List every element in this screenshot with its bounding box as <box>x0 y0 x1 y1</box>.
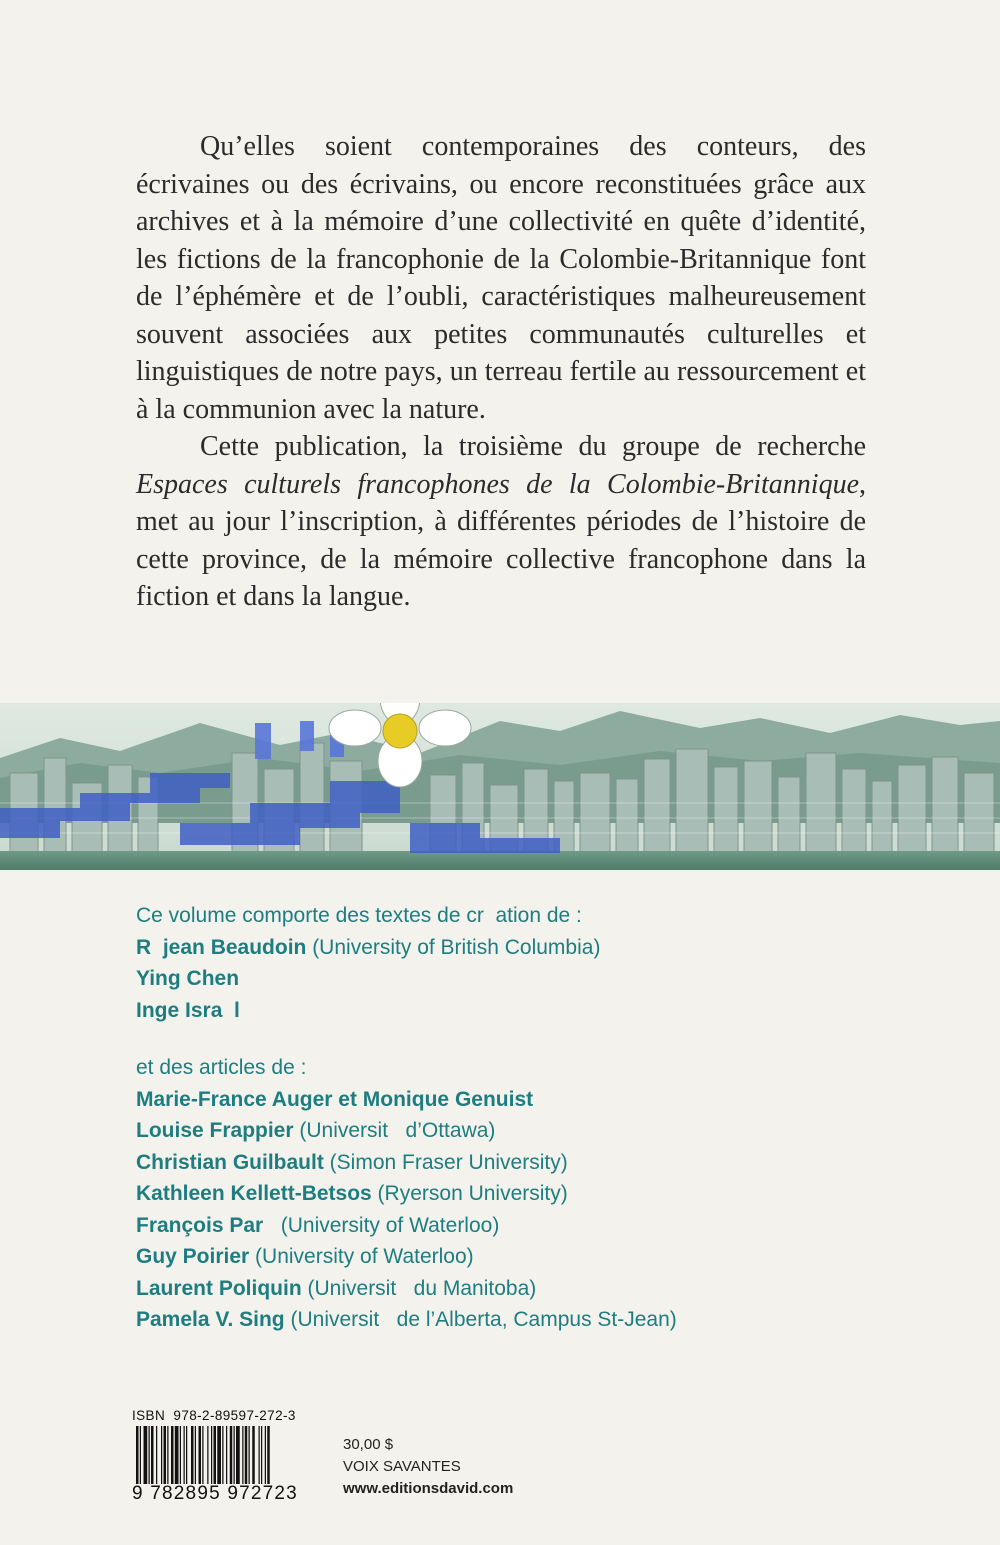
barcode-bar <box>149 1426 150 1484</box>
barcode-bar <box>261 1426 262 1484</box>
barcode-bar <box>191 1426 194 1484</box>
barcode-bar <box>180 1426 181 1484</box>
creation-author: Inge Isra l <box>136 998 240 1022</box>
barcode-bar <box>217 1426 221 1484</box>
barcode-bar <box>222 1426 223 1484</box>
barcode-bar <box>236 1426 240 1484</box>
barcode-bar <box>234 1426 235 1484</box>
barcode-bar <box>151 1426 154 1484</box>
barcode-bar <box>202 1426 203 1484</box>
city-skyline-banner <box>0 703 1000 870</box>
article-author: François Par (University of Waterloo) <box>136 1213 500 1237</box>
article-author: Marie-France Auger et Monique Genuist <box>136 1087 534 1111</box>
creation-author: Ying Chen <box>136 967 240 990</box>
series-title: Espaces culturels francophones de la Colombie-Britannique <box>136 468 859 500</box>
barcode-bar <box>195 1426 196 1484</box>
barcode-bar <box>207 1426 208 1484</box>
barcode-bar <box>167 1426 168 1484</box>
barcode-bar <box>214 1426 217 1484</box>
creation-author: R jean Beaudoin (University of British Columbia) <box>136 935 601 959</box>
barcode-bar <box>140 1426 141 1484</box>
article-author: Pamela V. Sing (Universit de l’Alberta, Campus St-Jean) <box>136 1308 677 1331</box>
blurb-paragraph-1: Qu’elles soient contemporaines des conteurs, des écrivaines ou des écrivains, ou encore reconstituées grâce aux archives et à la mémoire d’une collectivité en quête d’identité, les fictions de la francophonie de la Colombie-Britannique font de l’éphémère et de l’oubli, caractéristiques malheureusement souvent associées aux petites communautés culturelles et linguistiques de notre pays, un terreau fertile au ressourcement et à la communion avec la nature. <box>136 131 866 425</box>
barcode-bar <box>249 1426 250 1484</box>
price: 30,00 $ <box>343 1436 394 1453</box>
article-author: Laurent Poliquin (Universit du Manitoba) <box>136 1276 537 1300</box>
barcode-bar <box>171 1426 174 1484</box>
barcode-bar <box>184 1426 185 1484</box>
barcode-bar <box>267 1426 270 1484</box>
barcode-bar <box>226 1426 227 1484</box>
barcode-bar <box>144 1426 148 1484</box>
isbn-label: ISBN 978-2-89597-272-3 <box>132 1408 296 1423</box>
contributors-list <box>136 900 976 1336</box>
article-author: Kathleen Kellett-Betsos (Ryerson University) <box>136 1182 568 1205</box>
articles-heading: et des articles de : <box>136 1056 307 1079</box>
isbn-barcode <box>132 1408 320 1508</box>
barcode-bar <box>259 1426 260 1484</box>
back-cover-blurb <box>136 128 866 616</box>
blurb-paragraph-2: Cette publication, la troisième du groupe de recherche Espaces culturels francophones de la Colombie-Britannique, met au jour l’inscription, à différentes périodes de l’histoire de cette province, de la mémoire collective francophone dans la fiction et dans la langue. <box>136 431 866 612</box>
article-author: Louise Frappier (Universit d’Ottawa) <box>136 1119 496 1142</box>
barcode-bar <box>161 1426 162 1484</box>
barcode-bar <box>156 1426 157 1484</box>
barcode-bar <box>164 1426 167 1484</box>
creation-heading: Ce volume comporte des textes de cr ation de : <box>136 904 582 927</box>
article-author: Christian Guilbault (Simon Fraser University) <box>136 1150 568 1174</box>
barcode-bar <box>265 1426 266 1484</box>
barcode-bar <box>136 1426 139 1484</box>
price-info <box>343 1434 513 1500</box>
collection-name: VOIX SAVANTES <box>343 1458 461 1475</box>
skyline-illustration <box>0 703 1000 870</box>
publisher-website: www.editionsdavid.com <box>343 1480 514 1497</box>
barcode-bars <box>132 1426 320 1484</box>
barcode-bar <box>175 1426 179 1484</box>
barcode-digits: 9 782895 972723 <box>132 1483 298 1504</box>
barcode-bar <box>211 1426 212 1484</box>
barcode-bar <box>186 1426 187 1484</box>
barcode-bar <box>245 1426 248 1484</box>
barcode-bar <box>242 1426 243 1484</box>
barcode-bar <box>252 1426 255 1484</box>
barcode-bar <box>199 1426 202 1484</box>
barcode-bar <box>230 1426 233 1484</box>
article-author: Guy Poirier (University of Waterloo) <box>136 1245 474 1268</box>
